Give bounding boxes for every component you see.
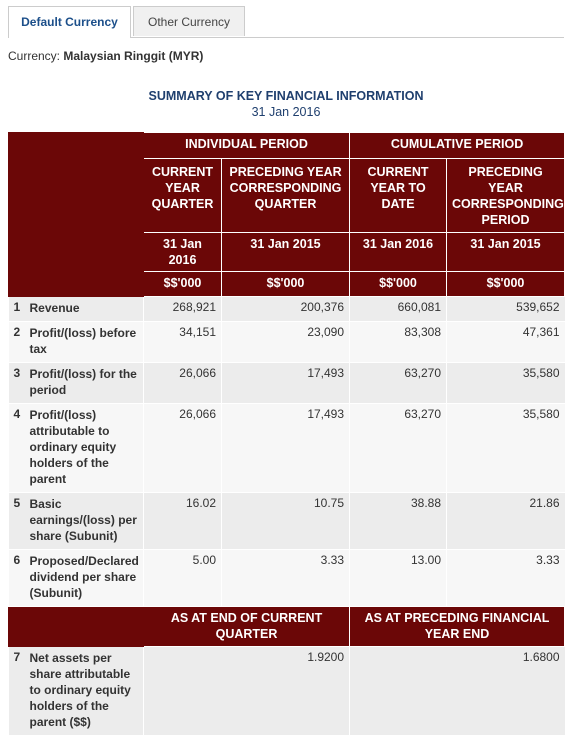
header-date: 31 Jan 2015 [222, 233, 350, 272]
row-value: 17,493 [222, 404, 350, 493]
row-label: Profit/(loss) for the period [25, 363, 144, 404]
tab-default-currency[interactable]: Default Currency [8, 6, 131, 38]
header-col-current-year-quarter: CURRENT YEAR QUARTER [144, 159, 222, 233]
header-corner-balance [9, 607, 144, 647]
summary-title [0, 88, 572, 120]
row-label: Profit/(loss) before tax [25, 322, 144, 363]
header-date: 31 Jan 2015 [447, 233, 565, 272]
row-value: 21.86 [447, 493, 565, 550]
row-number: 5 [9, 493, 25, 550]
currency-line [8, 49, 203, 63]
row-label: Proposed/Declared dividend per share (Subunit) [25, 550, 144, 607]
row-number: 7 [9, 647, 25, 736]
header-unit: $$'000 [222, 272, 350, 297]
header-date: 31 Jan 2016 [144, 233, 222, 272]
row-number: 4 [9, 404, 25, 493]
header-col-preceding-year-period: PRECEDING YEAR CORRESPONDING PERIOD [447, 159, 565, 233]
row-value: 13.00 [350, 550, 447, 607]
header-corner [9, 133, 144, 297]
table-row [9, 493, 565, 550]
summary-date: 31 Jan 2016 [251, 105, 321, 119]
table-row [9, 404, 565, 493]
row-value: 26,066 [144, 363, 222, 404]
row-value: 3.33 [222, 550, 350, 607]
header-col-current-year-to-date: CURRENT YEAR TO DATE [350, 159, 447, 233]
row-value: 34,151 [144, 322, 222, 363]
row-value: 83,308 [350, 322, 447, 363]
row-value: 17,493 [222, 363, 350, 404]
row-value: 35,580 [447, 404, 565, 493]
row-value: 26,066 [144, 404, 222, 493]
row-number: 6 [9, 550, 25, 607]
header-unit: $$'000 [447, 272, 565, 297]
row-value: 660,081 [350, 297, 447, 322]
row-label: Net assets per share attributable to ordinary equity holders of the parent ($$) [25, 647, 144, 736]
row-value: 268,921 [144, 297, 222, 322]
header-row-groups [9, 133, 565, 159]
row-value: 63,270 [350, 404, 447, 493]
currency-prefix: Currency: [8, 49, 61, 63]
tab-other-currency[interactable]: Other Currency [133, 6, 245, 36]
table-row [9, 363, 565, 404]
currency-tabs [8, 6, 564, 38]
summary-heading: SUMMARY OF KEY FINANCIAL INFORMATION [148, 89, 424, 103]
row-value: 23,090 [222, 322, 350, 363]
currency-value: Malaysian Ringgit (MYR) [63, 49, 204, 63]
row-label: Basic earnings/(loss) per share (Subunit) [25, 493, 144, 550]
row-value: 1.9200 [144, 647, 350, 736]
table-row [9, 322, 565, 363]
table-row [9, 647, 565, 736]
header-individual-period: INDIVIDUAL PERIOD [144, 133, 350, 159]
row-number: 1 [9, 297, 25, 322]
row-value: 16.02 [144, 493, 222, 550]
row-value: 5.00 [144, 550, 222, 607]
row-value: 10.75 [222, 493, 350, 550]
header-unit: $$'000 [350, 272, 447, 297]
row-number: 2 [9, 322, 25, 363]
row-value: 47,361 [447, 322, 565, 363]
row-label: Profit/(loss) attributable to ordinary equity holders of the parent [25, 404, 144, 493]
header-date: 31 Jan 2016 [350, 233, 447, 272]
header-col-preceding-year-quarter: PRECEDING YEAR CORRESPONDING QUARTER [222, 159, 350, 233]
header-cumulative-period: CUMULATIVE PERIOD [350, 133, 565, 159]
row-label: Revenue [25, 297, 144, 322]
row-value: 200,376 [222, 297, 350, 322]
table-row [9, 550, 565, 607]
row-value: 1.6800 [350, 647, 565, 736]
row-value: 63,270 [350, 363, 447, 404]
row-value: 3.33 [447, 550, 565, 607]
table-row [9, 297, 565, 322]
financial-table [8, 132, 565, 736]
header-row-balance [9, 607, 565, 647]
row-value: 539,652 [447, 297, 565, 322]
header-unit: $$'000 [144, 272, 222, 297]
row-value: 38.88 [350, 493, 447, 550]
header-preceding-year-end: AS AT PRECEDING FINANCIAL YEAR END [350, 607, 565, 647]
row-value: 35,580 [447, 363, 565, 404]
row-number: 3 [9, 363, 25, 404]
header-end-current-quarter: AS AT END OF CURRENT QUARTER [144, 607, 350, 647]
